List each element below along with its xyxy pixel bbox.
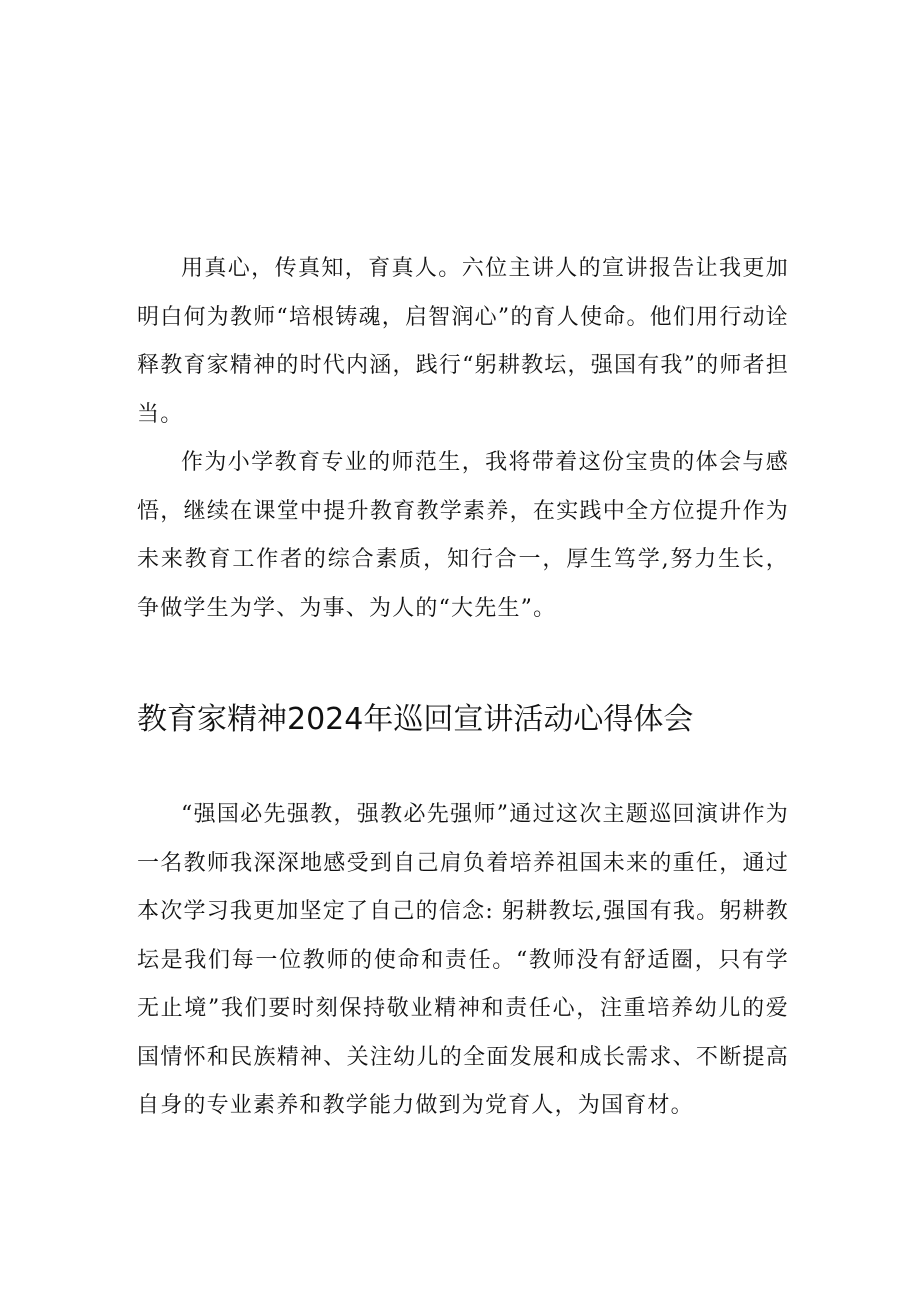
body-paragraph: “强国必先强教，强教必先强师”通过这次主题巡回演讲作为一名教师我深深地感受到自己肩负着培养祖国未来的重任，通过本次学习我更加坚定了自己的信念: 躬耕教坛,强国有我。躬耕教坛是我们每一位教师的使命和责任。“教师没有舒适圈，只有学无止境”我们要时刻保持敬业精神和责任心，注重培养幼儿的爱国情怀和民族精神、关注幼儿的全面发展和成长需求、不断提高自身的专业素养和教学能力做到为党育人，为国育材。 <box>137 802 789 1118</box>
section-title: 教育家精神2024年巡回宣讲活动心得体会 <box>137 702 694 737</box>
body-paragraph: 用真心，传真知，育真人。六位主讲人的宣讲报告让我更加明白何为教师“培根铸魂，启智润心”的育人使命。他们用行动诠释教育家精神的时代内涵，践行“躬耕教坛，强国有我”的师者担当。 <box>137 256 789 427</box>
body-paragraph: 作为小学教育专业的师范生，我将带着这份宝贵的体会与感悟，继续在课堂中提升教育教学素养，在实践中全方位提升作为未来教育工作者的综合素质，知行合一，厚生笃学,努力生长，争做学生为学、为事、为人的“大先生”。 <box>137 450 789 621</box>
